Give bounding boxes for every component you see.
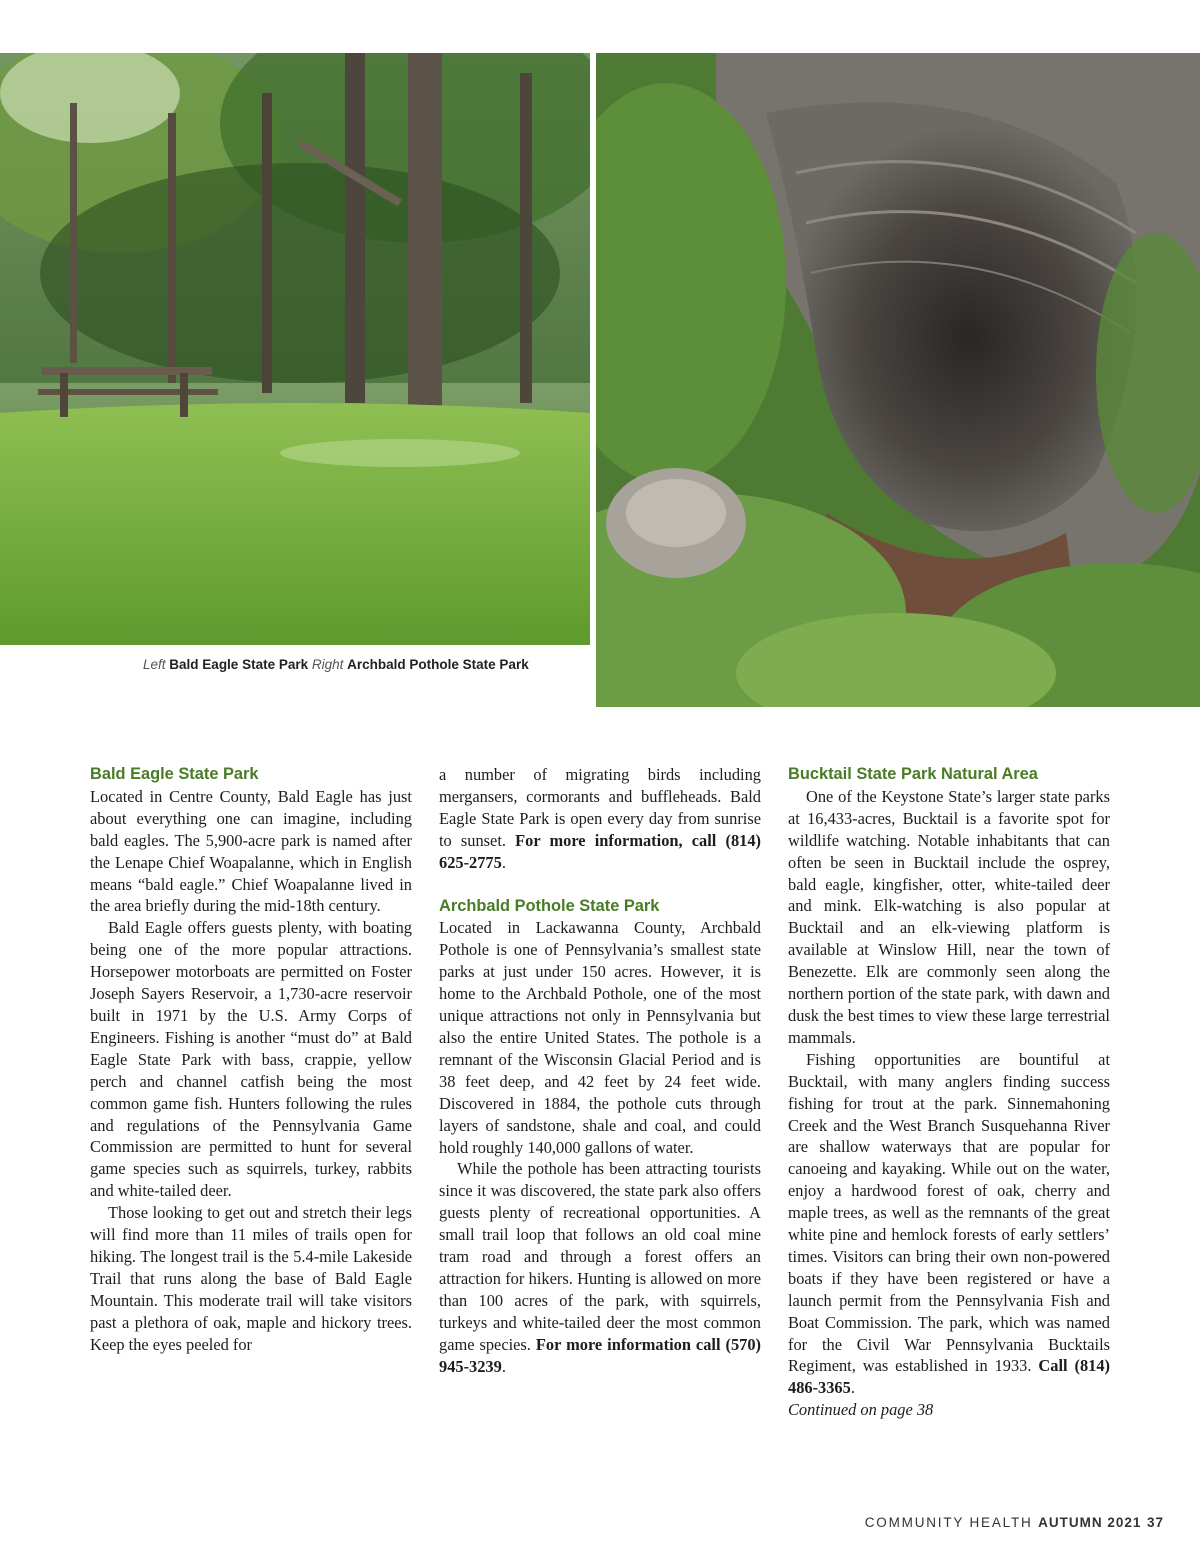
caption-left-label: Left (143, 657, 166, 672)
archbald-paragraph-2 (439, 1158, 761, 1377)
archbald-contact: For more information call (570) 945-3239 (439, 1334, 762, 1376)
article-column-3 (788, 764, 1110, 1421)
bucktail-paragraph-2-text: Fishing opportunities are bountiful at Bucktail, with many anglers finding success fishing for trout at the park. Sinnemahoning Creek and the West Branch Susquehanna River are shallow waterways that are popular for canoeing and kayaking. While out on the water, enjoy a hardwood forest of oak, cherry and maple trees, as well as the remnants of the great white pine and hemlock forests of early settlers’ times. Visitors can bring their own non-powered boats if they have been registered or have a launch permit from the Pennsylvania Fish and Boat Commission. The park, which was named for the Civil War Pennsylvania Bucktails Regiment, was established in 1933. (788, 1049, 1110, 1376)
caption-right-label: Right (311, 657, 344, 672)
article-column-2 (439, 764, 761, 1377)
bald-eagle-contact-end: . (501, 852, 506, 872)
continued-note: Continued on page 38 (788, 1400, 934, 1420)
bald-eagle-paragraph-4 (439, 764, 761, 874)
footer-page-number: 37 (1146, 1515, 1164, 1530)
archbald-contact-end: . (501, 1356, 506, 1376)
footer-publication: COMMUNITY HEALTH (864, 1515, 1033, 1530)
bucktail-paragraph-2 (788, 1049, 1110, 1400)
bald-eagle-paragraph-2: Bald Eagle offers guests plenty, with boating being one of the more popular attractions. Horsepower motorboats are permitted on Foster Joseph Sayers Reservoir, a 1,730-acre reservoir built in 1971 by the U.S. Army Corps of Engineers. Fishing is another “must do” at Bald Eagle State Park with bass, crappie, yellow perch and channel catfish being the most common game fish. Hunters following the rules and regulations of the Pennsylvania Game Commission are permitted to hunt for several game species such as squirrels, turkey, rabbits and white-tailed deer. (90, 918, 412, 1201)
archbald-pothole-photo (596, 53, 1200, 707)
heading-archbald-pothole: Archbald Pothole State Park (439, 896, 660, 915)
bald-eagle-contact: For more information, call (814) 625-2775 (439, 830, 761, 872)
page-footer (865, 1515, 1164, 1530)
archbald-paragraph-1: Located in Lackawanna County, Archbald Pothole is one of Pennsylvania’s smallest state parks at just under 150 acres. However, it is home to the Archbald Pothole, one of the most unique attractions not only in Pennsylvania but also the entire United States. The pothole is a remnant of the Wisconsin Glacial Period and is 38 feet deep, and 42 feet by 24 feet wide. Discovered in 1884, the pothole cuts through layers of sandstone, shale and coal, and could hold roughly 140,000 gallons of water. (439, 918, 761, 1157)
bucktail-contact-end: . (850, 1378, 855, 1398)
bald-eagle-paragraph-1: Located in Centre County, Bald Eagle has just about everything one can imagine, including bald eagles. The 5,900-acre park is named after the Lenape Chief Woapalanne, which in English means “bald eagle.” Chief Woapalanne lived in the area briefly during the mid-18th century. (90, 786, 412, 916)
caption-left-title: Bald Eagle State Park (169, 657, 309, 672)
bucktail-contact: Call (814) 486-3365 (788, 1356, 1110, 1398)
footer-issue: AUTUMN 2021 (1038, 1515, 1142, 1530)
article-column-1 (90, 764, 412, 1355)
photo-caption (143, 657, 583, 672)
heading-bucktail: Bucktail State Park Natural Area (788, 765, 1038, 783)
bald-eagle-paragraph-4-text: a number of migrating birds including mergansers, cormorants and buffleheads. Bald Eagle State Park is open every day from sunrise to sunset. (439, 765, 761, 850)
caption-right-title: Archbald Pothole State Park (347, 657, 529, 672)
bald-eagle-paragraph-3: Those looking to get out and stretch their legs will find more than 11 miles of trails open for hiking. The longest trail is the 5.4-mile Lakeside Trail that runs along the base of Bald Eagle Mountain. This moderate trail will take visitors past a plethora of oak, maple and hickory trees. Keep the eyes peeled for (90, 1203, 412, 1354)
heading-bald-eagle: Bald Eagle State Park (90, 765, 259, 783)
section-spacer (439, 874, 761, 896)
bucktail-paragraph-1: One of the Keystone State’s larger state parks at 16,433-acres, Bucktail is a favorite spot for wildlife watching. Notable inhabitants that can often be seen in Bucktail include the osprey, bald eagle, kingfisher, otter, white-tailed deer and mink. Elk-watching is also popular at Bucktail and an elk-viewing platform is available at Winslow Hill, near the town of Benezette. Elk are commonly seen along the northern portion of the state park, with dawn and dusk the best times to view these large terrestrial mammals. (788, 786, 1110, 1047)
bald-eagle-park-photo (0, 53, 590, 645)
archbald-paragraph-2-text: While the pothole has been attracting tourists since it was discovered, the state park also offers guests plenty of recreational opportunities. A small trail loop that follows an old coal mine tram road and through a forest offers an attraction for hikers. Hunting is allowed on more than 100 acres of the park, with squirrels, turkeys and white-tailed deer the most common game species. (439, 1159, 761, 1354)
